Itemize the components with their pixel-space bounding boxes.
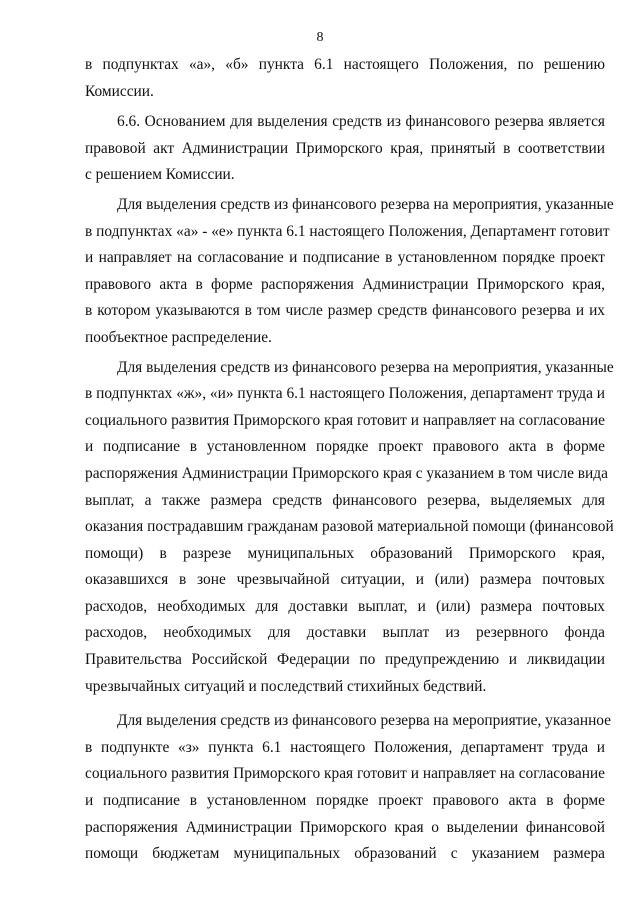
text-line: Правительства Российской Федерации по предупреждению и ликвидации (85, 651, 605, 669)
text-line: и подписание в установленном порядке проект правового акта в форме (85, 438, 605, 456)
text-line: правового акта в форме распоряжения Администрации Приморского края, (85, 275, 605, 293)
text-line: в подпунктах «а» - «е» пункта 6.1 настоящего Положения, Департамент готовит (85, 222, 610, 240)
text-line: Для выделения средств из финансового резерва на мероприятие, указанное (117, 712, 612, 730)
text-line: помощи) в разрезе муниципальных образований Приморского края, (85, 544, 605, 562)
text-line: 6.6. Основанием для выделения средств из финансового резерва является (117, 113, 605, 131)
text-line: расходов, необходимых для доставки выплат, и (или) размера почтовых (85, 597, 605, 615)
text-line: в котором указываются в том числе размер средств финансового резерва и их (85, 302, 605, 320)
text-line: и подписание в установленном порядке проект правового акта в форме (85, 792, 605, 810)
text-line: и направляет на согласование и подписание в установленном порядке проект (85, 249, 605, 267)
text-line: оказавшихся в зоне чрезвычайной ситуации, и (или) размера почтовых (85, 571, 605, 589)
paragraph (85, 192, 614, 352)
paragraph (85, 355, 614, 701)
text-line: правовой акт Администрации Приморского края, принятый в соответствии (85, 139, 605, 157)
text-line: с решением Комиссии. (85, 166, 235, 184)
page-number: 8 (316, 30, 324, 45)
document-body (85, 52, 614, 868)
text-line: Комиссии. (85, 82, 154, 100)
text-line: оказания пострадавшим гражданам разовой материальной помощи (финансовой (85, 518, 614, 536)
text-line: распоряжения Администрации Приморского края с указанием в том числе вида (85, 464, 608, 482)
text-line: Для выделения средств из финансового резерва на мероприятия, указанные (117, 195, 614, 213)
text-line: пообъектное распределение. (85, 328, 272, 346)
text-line: Для выделения средств из финансового резерва на мероприятия, указанные (117, 358, 614, 376)
paragraph (85, 109, 605, 189)
text-line: чрезвычайных ситуаций и последствий стихийных бедствий. (85, 677, 487, 695)
text-line: распоряжения Администрации Приморского края о выделении финансовой (85, 818, 605, 836)
text-line: социального развития Приморского края готовит и направляет на согласование (85, 411, 605, 429)
text-line: помощи бюджетам муниципальных образований с указанием размера (85, 845, 605, 863)
paragraph (85, 708, 612, 868)
text-line: расходов, необходимых для доставки выплат из резервного фонда (85, 624, 605, 642)
text-line: социального развития Приморского края готовит и направляет на согласование (85, 765, 605, 783)
text-line: в подпунктах «а», «б» пункта 6.1 настоящего Положения, по решению (85, 56, 605, 73)
text-line: в подпункте «з» пункта 6.1 настоящего Положения, департамент труда и (85, 738, 605, 756)
text-line: выплат, а также размера средств финансового резерва, выделяемых для (85, 491, 605, 509)
paragraph (85, 52, 605, 105)
text-line: в подпунктах «ж», «и» пункта 6.1 настоящего Положения, департамент труда и (85, 385, 605, 403)
